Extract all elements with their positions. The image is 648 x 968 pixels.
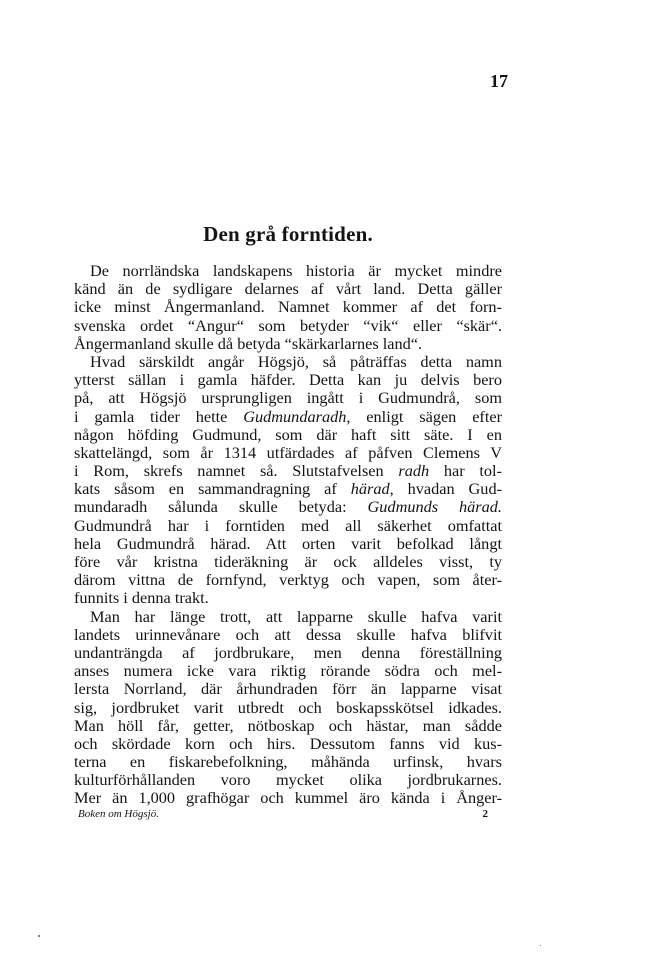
- text-line: Gudmundrå har i forntiden med all säkerhet omfattat: [74, 515, 502, 535]
- text-line: mundaradh sålunda skulle betyda: Gudmunds härad.: [74, 497, 502, 517]
- text-line: före vår kristna tideräkning är ock alldeles visst, ty: [74, 552, 502, 571]
- text-line: lersta Norrland, där århundraden förr än lapparne visat: [74, 679, 502, 699]
- text-line: Ångermanland skulle då betyda “skärkarlarnes land“.: [74, 333, 423, 353]
- paper-speck: [38, 935, 40, 937]
- paper-speck: [540, 945, 541, 946]
- text-line: känd än de sydligare delarnes af vårt land. Detta gäller: [74, 279, 502, 299]
- text-line: någon höfding Gudmund, som där haft sitt säte. I en: [74, 424, 502, 444]
- footer-signature: 2: [482, 808, 488, 820]
- text-line: Mer än 1,000 grafhögar och kummel äro kända i Ånger-: [74, 788, 502, 808]
- text-line: svenska ordet “Angur“ som betyder “vik“ eller “skär“.: [74, 315, 502, 335]
- text-line: skattelängd, som år 1314 utfärdades af påfven Clemens V: [74, 442, 502, 462]
- text-line: kulturförhållanden voro mycket olika jordbrukarnes.: [74, 770, 502, 790]
- page-number: 17: [490, 71, 508, 91]
- text-line: i gamla tider hette Gudmundaradh, enligt sägen efter: [74, 406, 503, 426]
- text-line: Man har länge trott, att lapparne skulle hafva varit: [90, 606, 502, 626]
- page-footer: [78, 808, 488, 824]
- text-line: kats såsom en sammandragning af härad, hvadan Gud-: [74, 479, 503, 499]
- text-line: därom vittna de fornfynd, verktyg och vapen, som åter-: [74, 570, 502, 590]
- text-line: icke minst Ångermanland. Namnet kommer af det forn-: [74, 297, 502, 317]
- text-line: anses numera icke vara riktig rörande södra och mel-: [74, 661, 502, 681]
- text-line: i Rom, skrefs namnet så. Slutstafvelsen radh har tol-: [74, 461, 502, 481]
- text-line: landets urinnevånare och att dessa skulle hafva blifvit: [74, 624, 502, 644]
- text-line: undanträngda af jordbrukare, men denna föreställning: [74, 642, 502, 662]
- chapter-title: Den grå forntiden.: [203, 222, 373, 246]
- text-line: De norrländska landskapens historia är mycket mindre: [90, 261, 502, 280]
- text-line: funnits i denna trakt.: [74, 588, 209, 608]
- text-line: ytterst sällan i gamla häfder. Detta kan ju delvis bero: [74, 370, 502, 390]
- text-line: hela Gudmundrå härad. Att orten varit befolkad långt: [74, 533, 502, 553]
- body-text: [74, 262, 502, 808]
- text-line: Hvad särskildt angår Högsjö, så påträffas detta namn: [90, 351, 502, 371]
- text-line: på, att Högsjö ursprungligen ingått i Gudmundrå, som: [74, 388, 502, 408]
- text-line: terna en fiskarebefolkning, måhända urfinsk, hvars: [74, 752, 502, 772]
- text-line: Man höll får, getter, nötboskap och hästar, man sådde: [74, 715, 502, 735]
- footer-book-title: Boken om Högsjö.: [78, 808, 159, 820]
- text-line: och skördade korn och hirs. Dessutom fanns vid kus-: [74, 733, 502, 753]
- text-line: sig, jordbruket varit utbredt och boskapsskötsel idkades.: [74, 697, 502, 717]
